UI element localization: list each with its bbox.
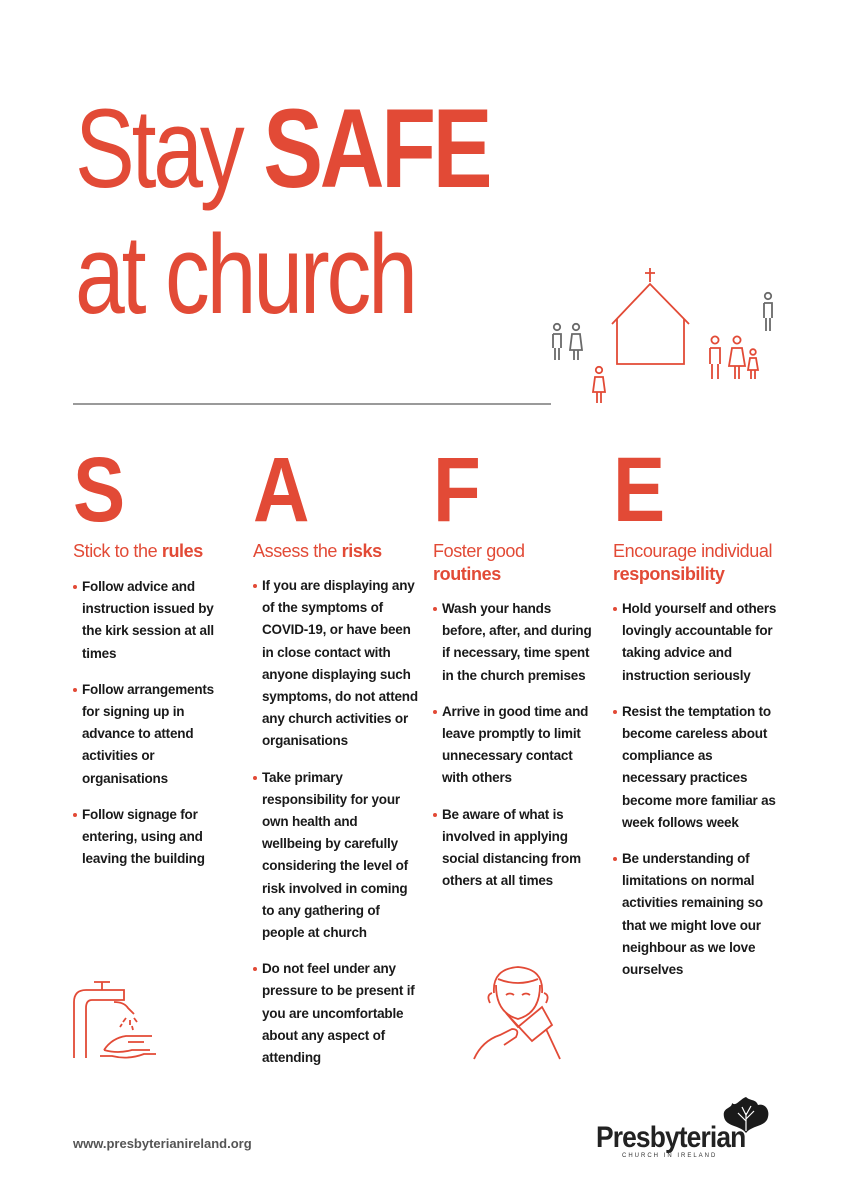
letter-s: S [73, 439, 126, 541]
presbyterian-logo [596, 1095, 786, 1165]
letter-f: F [433, 439, 481, 541]
column-encourage-responsibility [613, 540, 778, 995]
column-heading: Stick to the rules [73, 541, 203, 561]
list-item: Follow advice and instruction issued by the kirk session at all times [73, 576, 233, 665]
list-item: Resist the temptation to become careless about compliance as necessary practices become more familiar as week follows week [613, 701, 778, 834]
list-item: Follow signage for entering, using and leaving the building [73, 804, 233, 871]
list-item: Do not feel under any pressure to be present if you are uncomfortable about any aspect of attending [253, 958, 418, 1069]
cough-into-tissue-icon [472, 963, 564, 1061]
title-at-church: at church [75, 212, 415, 337]
letter-e: E [613, 439, 666, 541]
column-stick-to-rules [73, 540, 233, 884]
title-stay: Stay [75, 86, 264, 211]
logo-wordmark: Presbyterian [596, 1121, 746, 1154]
title-divider [73, 403, 551, 405]
list-item: Follow arrangements for signing up in advance to attend activities or organisations [73, 679, 233, 790]
logo-subtitle: CHURCH IN IRELAND [622, 1153, 718, 1159]
letter-a: A [253, 439, 310, 541]
column-heading: Encourage individual responsibility [613, 541, 773, 584]
column-foster-routines [433, 540, 598, 906]
list-item: Be understanding of limitations on normal activities remaining so that we might love our neighbour as we love ourselves [613, 848, 778, 981]
handwashing-icon [72, 980, 162, 1062]
church-people-icon [545, 262, 785, 412]
column-assess-risks [253, 540, 418, 1083]
list-item: Be aware of what is involved in applying social distancing from others at all times [433, 804, 598, 893]
list-item: Arrive in good time and leave promptly to limit unnecessary contact with others [433, 701, 598, 790]
title-safe: SAFE [263, 86, 490, 211]
column-heading: Assess the risks [253, 541, 382, 561]
footer-url: www.presbyterianireland.org [73, 1136, 252, 1151]
column-heading: Foster good routines [433, 541, 525, 584]
list-item: Hold yourself and others lovingly accountable for taking advice and instruction seriously [613, 598, 778, 687]
list-item: If you are displaying any of the symptoms of COVID-19, or have been in close contact with anyone displaying such symptoms, do not attend any church activities or organisations [253, 575, 418, 753]
list-item: Take primary responsibility for your own health and wellbeing by carefully considering the level of risk involved in coming to any gathering of people at church [253, 767, 418, 945]
page-title [75, 86, 489, 338]
list-item: Wash your hands before, after, and during if necessary, time spent in the church premises [433, 598, 598, 687]
